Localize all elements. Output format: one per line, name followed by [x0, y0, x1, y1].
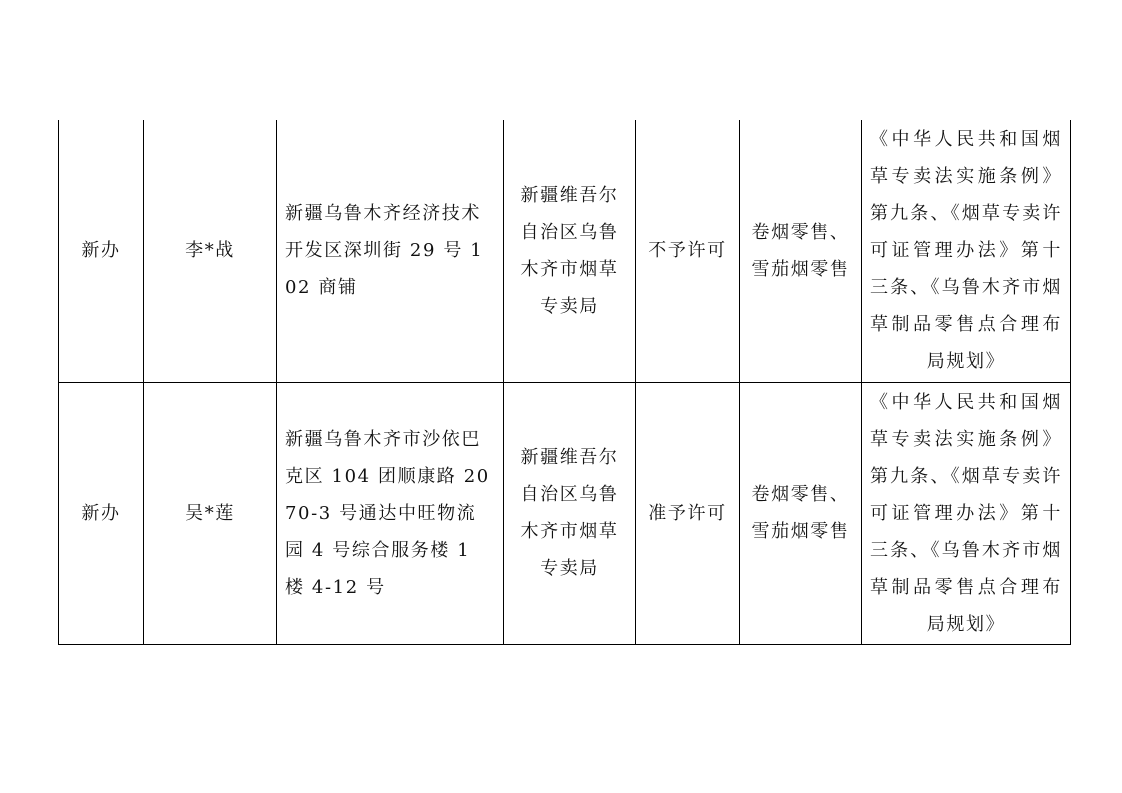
- table-row: [59, 382, 1071, 644]
- cell-applicant-name: 吴*莲: [144, 382, 277, 644]
- cell-applicant-name: 李*战: [144, 120, 277, 382]
- cell-issuing-authority: 新疆维吾尔自治区乌鲁木齐市烟草专卖局: [504, 120, 636, 382]
- cell-legal-basis: 《中华人民共和国烟草专卖法实施条例》第九条、《烟草专卖许可证管理办法》第十三条、《乌鲁木齐市烟草制品零售点合理布局规划》: [862, 382, 1071, 644]
- cell-decision: 准予许可: [636, 382, 740, 644]
- cell-legal-basis: 《中华人民共和国烟草专卖法实施条例》第九条、《烟草专卖许可证管理办法》第十三条、《乌鲁木齐市烟草制品零售点合理布局规划》: [862, 120, 1071, 382]
- table-row: [59, 120, 1071, 382]
- cell-decision: 不予许可: [636, 120, 740, 382]
- cell-issuing-authority: 新疆维吾尔自治区乌鲁木齐市烟草专卖局: [504, 382, 636, 644]
- cell-business-scope: 卷烟零售、雪茄烟零售: [740, 382, 862, 644]
- cell-application-type: 新办: [59, 120, 144, 382]
- license-decision-table: [58, 120, 1071, 645]
- cell-business-scope: 卷烟零售、雪茄烟零售: [740, 120, 862, 382]
- cell-business-address: 新疆乌鲁木齐经济技术开发区深圳街 29 号 102 商铺: [277, 120, 504, 382]
- cell-application-type: 新办: [59, 382, 144, 644]
- cell-business-address: 新疆乌鲁木齐市沙依巴克区 104 团顺康路 2070-3 号通达中旺物流园 4 号综合服务楼 1 楼 4-12 号: [277, 382, 504, 644]
